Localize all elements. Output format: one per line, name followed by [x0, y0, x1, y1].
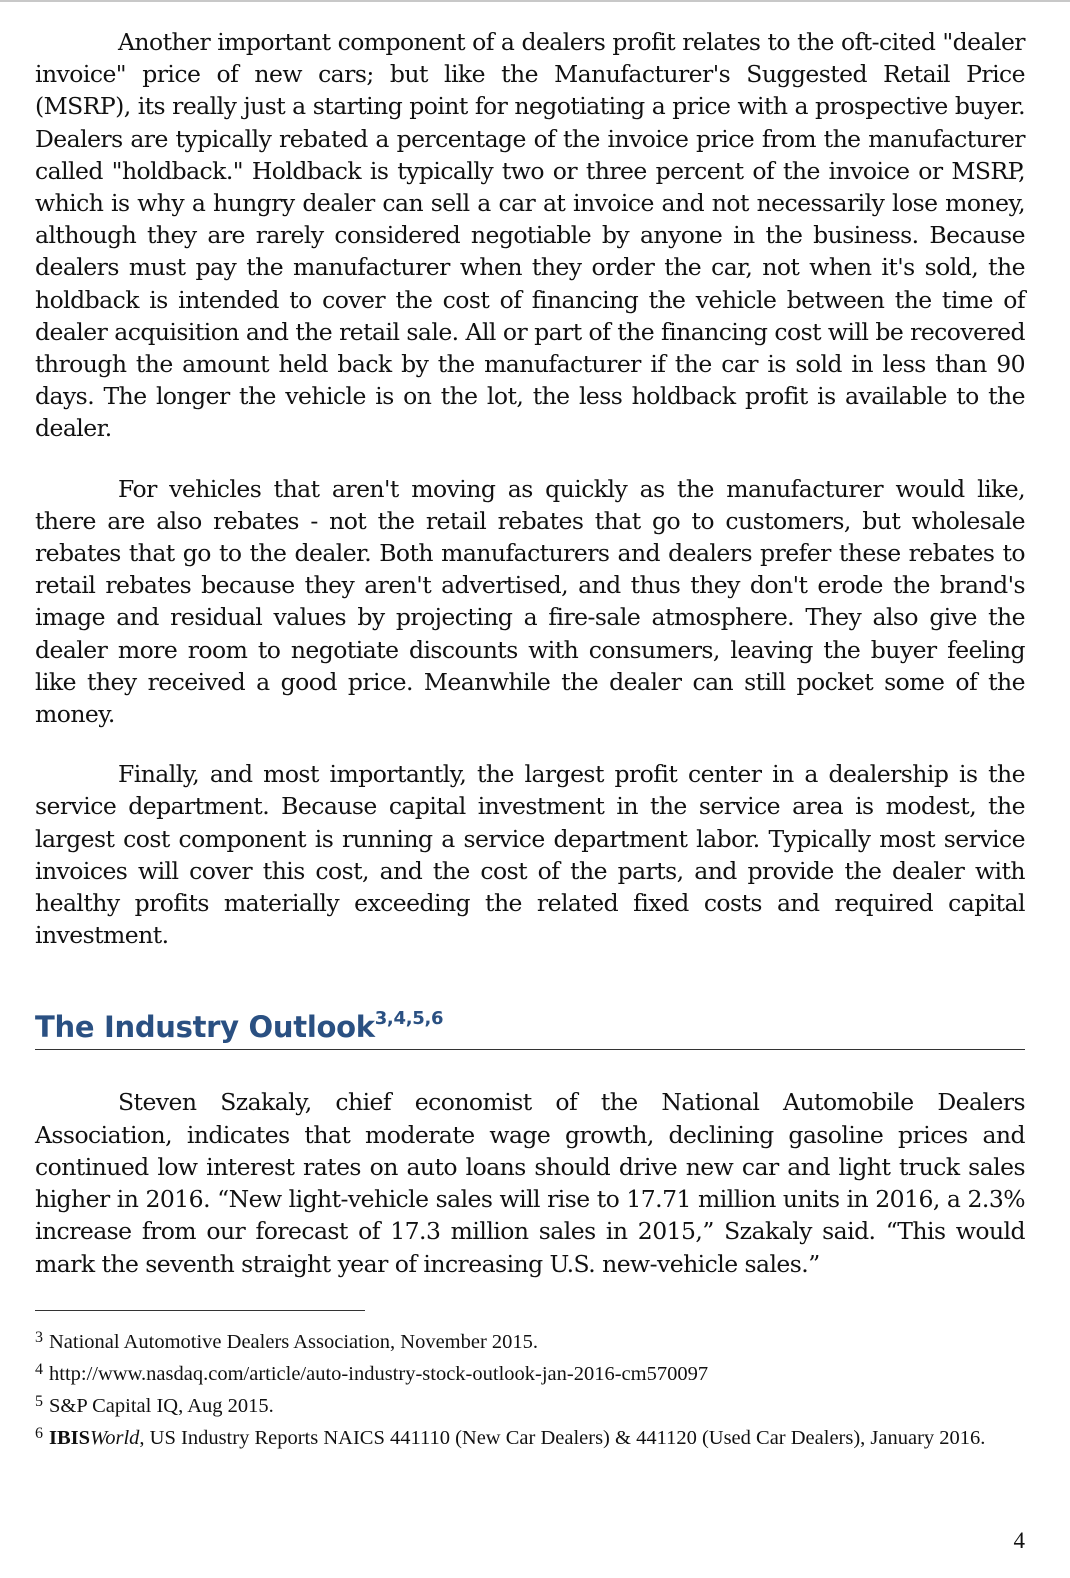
page-top-border [0, 0, 1070, 2]
footnote-number: 3 [35, 1329, 43, 1347]
footnotes [35, 1329, 1025, 1452]
body-paragraph-outlook: Steven Szakaly, chief economist of the National Automobile Dealers Association, indicates that moderate wage growth, declining gasoline prices and continued low interest rates on auto loans should drive new car and light truck sales higher in 2016. “New light-vehicle sales will rise to 17.71 million units in 2016, a 2.3% increase from our forecast of 17.3 million sales in 2015,” Szakaly said. “This would mark the seventh straight year of increasing U.S. new-vehicle sales.” [35, 1088, 1025, 1278]
footnote-separator [35, 1310, 365, 1312]
footnote-text: National Automotive Dealers Association, November 2015. [49, 1331, 539, 1354]
footnote-5 [35, 1393, 1025, 1420]
footnote-text: , US Industry Reports NAICS 441110 (New Car Dealers) & 441120 (Used Car Dealers), January 2016. [139, 1427, 986, 1450]
body-paragraph-service: Finally, and most importantly, the largest profit center in a dealership is the service department. Because capital investment in the service area is modest, the largest cost component is running a service department labor. Typically most service invoices will cover this cost, and the cost of the parts, and provide the dealer with healthy profits materially exceeding the related fixed costs and required capital investment. [35, 760, 1025, 950]
section-heading-text: The Industry Outlook [35, 1010, 375, 1045]
body-paragraph-rebates: For vehicles that aren't moving as quickly as the manufacturer would like, there are also rebates - not the retail rebates that go to customers, but wholesale rebates that go to the dealer. Both manufacturers and dealers prefer these rebates to retail rebates because they aren't advertised, and thus they don't erode the brand's image and residual values by projecting a fire-sale atmosphere. They also give the dealer more room to negotiate discounts with consumers, leaving the buyer feeling like they received a good price. Meanwhile the dealer can still pocket some of the money. [35, 474, 1025, 729]
footnote-link[interactable]: http://www.nasdaq.com/article/auto-industry-stock-outlook-jan-2016-cm570097 [49, 1363, 709, 1386]
page-number: 4 [1013, 1528, 1025, 1553]
section-heading-block [35, 1009, 1025, 1050]
footnote-3 [35, 1329, 1025, 1356]
footnote-text: S&P Capital IQ, Aug 2015. [49, 1395, 274, 1418]
page-content [35, 26, 1025, 1457]
footnote-4 [35, 1361, 1025, 1388]
footnote-number: 6 [35, 1425, 43, 1443]
footnote-source-italic: World [90, 1427, 140, 1450]
footnote-6 [35, 1425, 1025, 1452]
section-heading-refs: 3,4,5,6 [374, 1008, 444, 1030]
footnote-source-bold: IBIS [49, 1427, 91, 1450]
footnote-number: 5 [35, 1393, 43, 1411]
body-paragraph-holdback: Another important component of a dealers profit relates to the oft-cited "dealer invoice" price of new cars; but like the Manufacturer's Suggested Retail Price (MSRP), its really just a starting point for negotiating a price with a prospective buyer. Dealers are typically rebated a percentage of the invoice price from the manufacturer called "holdback." Holdback is typically two or three percent of the invoice or MSRP, which is why a hungry dealer can sell a car at invoice and not necessarily lose money, although they are rarely considered negotiable by anyone in the business. Because dealers must pay the manufacturer when they order the car, not when it's sold, the holdback is intended to cover the cost of financing the vehicle between the time of dealer acquisition and the retail sale. All or part of the financing cost will be recovered through the amount held back by the manufacturer if the car is sold in less than 90 days. The longer the vehicle is on the lot, the less holdback profit is available to the dealer. [35, 28, 1025, 443]
footnote-number: 4 [35, 1361, 43, 1379]
section-heading [35, 1009, 1025, 1045]
